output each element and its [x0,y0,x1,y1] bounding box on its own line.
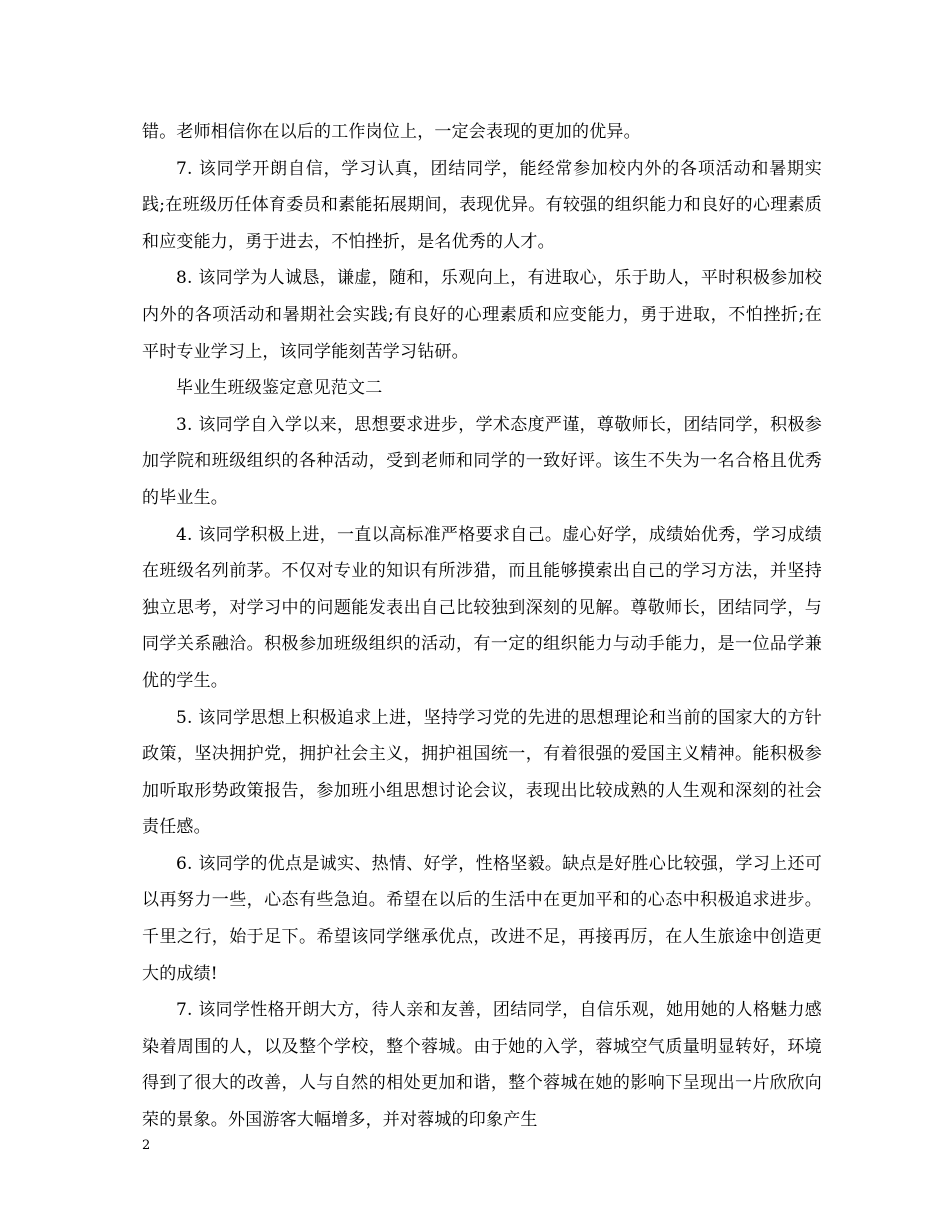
page-number: 2 [142,1138,151,1153]
paragraph-item-3: 3. 该同学自入学以来，思想要求进步，学术态度严谨，尊敬师长，团结同学，积极参加学院和班级组织的各种活动，受到老师和同学的一致好评。该生不失为一名合格且优秀的毕业生。 [142,414,822,508]
paragraph-item-7: 7. 该同学开朗自信，学习认真，团结同学，能经常参加校内外的各项活动和暑期实践;在班级历任体育委员和素能拓展期间，表现优异。有较强的组织能力和良好的心理素质和应变能力，勇于进去，不怕挫折，是名优秀的人才。 [142,158,822,252]
paragraph-item-4: 4. 该同学积极上进，一直以高标准严格要求自己。虚心好学，成绩始优秀，学习成绩在班级名列前茅。不仅对专业的知识有所涉猎，而且能够摸索出自己的学习方法，并坚持独立思考，对学习中的问题能发表出自己比较独到深刻的见解。尊敬师长，团结同学，与同学关系融洽。积极参加班级组织的活动，有一定的组织能力与动手能力，是一位品学兼优的学生。 [142,524,822,691]
paragraph-continuation: 错。老师相信你在以后的工作岗位上，一定会表现的更加的优异。 [142,122,641,142]
paragraph-item-6: 6. 该同学的优点是诚实、热情、好学，性格坚毅。缺点是好胜心比较强，学习上还可以再努力一些，心态有些急迫。希望在以后的生活中在更加平和的心态中积极追求进步。千里之行，始于足下。希望该同学继承优点，改进不足，再接再厉，在人生旅途中创造更大的成绩! [142,853,822,984]
section-heading: 毕业生班级鉴定意见范文二 [176,378,383,399]
paragraph-item-5: 5. 该同学思想上积极追求上进，坚持学习党的先进的思想理论和当前的国家大的方针政策，坚决拥护党，拥护社会主义，拥护祖国统一，有着很强的爱国主义精神。能积极参加听取形势政策报告，参加班小组思想讨论会议，表现出比较成熟的人生观和深刻的社会责任感。 [142,707,822,838]
document-body [142,114,822,1139]
paragraph-item-7-second: 7. 该同学性格开朗大方，待人亲和友善，团结同学，自信乐观，她用她的人格魅力感染着周围的人，以及整个学校，整个蓉城。由于她的入学，蓉城空气质量明显转好，环境得到了很大的改善，人与自然的相处更加和谐，整个蓉城在她的影响下呈现出一片欣欣向荣的景象。外国游客大幅增多，并对蓉城的印象产生 [142,1000,822,1131]
paragraph-item-8: 8. 该同学为人诚恳，谦虚，随和，乐观向上，有进取心，乐于助人，平时积极参加校内外的各项活动和暑期社会实践;有良好的心理素质和应变能力，勇于进取，不怕挫折;在平时专业学习上，该同学能刻苦学习钻研。 [142,268,822,362]
